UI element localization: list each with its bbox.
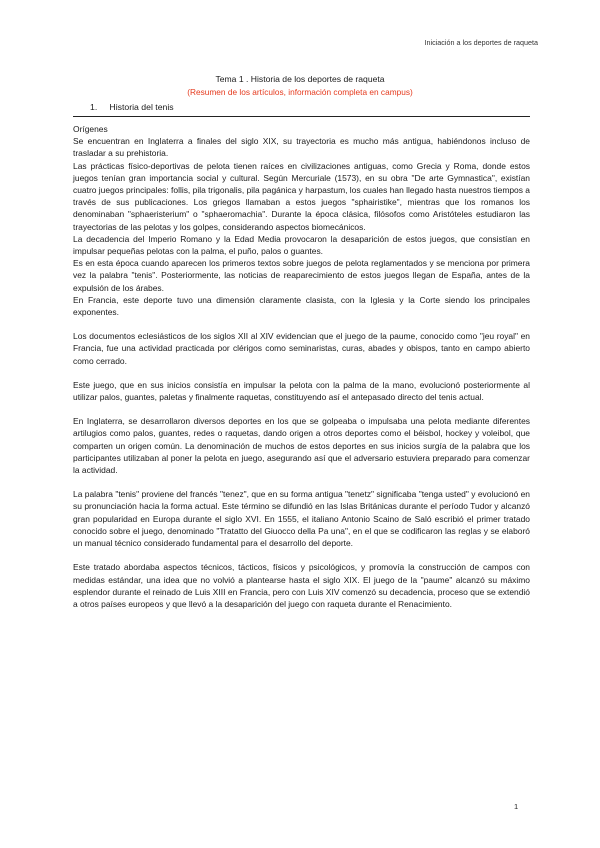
document-subtitle: (Resumen de los artículos, información completa en campus) [187, 87, 413, 97]
paragraph: En Francia, este deporte tuvo una dimensión claramente clasista, con la Iglesia y la Corte siendo los principales exponentes. [73, 294, 530, 318]
body-text [73, 123, 530, 610]
paragraph: En Inglaterra, se desarrollaron diversos deportes en los que se golpeaba o impulsaba una pelota mediante diferentes artilugios como palos, guantes, redes o raquetas, dando origen a otros deportes como el béisbol, hockey y voleibol, que comparten un origen común. La denominación de muchos de estos deportes en sus inicios surgía de la palabra que los participantes utilizaban al poner la pelota en juego, asegurando así que el adversario estuviera preparado para comenzar la actividad. [73, 416, 530, 476]
paragraph: Este tratado abordaba aspectos técnicos, tácticos, físicos y psicológicos, y promovía la construcción de campos con medidas estándar, una idea que no volvió a plantearse hasta el siglo XIX. El juego de la "paume" alcanzó su máximo esplendor durante el reinado de Luis XIII en Francia, pero con Luis XIV comenzó su decadencia, proceso que se extendió a otros países europeos y que llevó a la desaparición del juego con raqueta durante el Renacimiento. [73, 562, 530, 609]
page-number: 1 [514, 802, 519, 811]
document-title: Tema 1 . Historia de los deportes de raqueta [215, 74, 385, 84]
paragraph: Este juego, que en sus inicios consistía en impulsar la pelota con la palma de la mano, evolucionó posteriormente al utilizar palos, guantes, paletas y finalmente raquetas, constituyendo así el antepasado directo del tenis actual. [73, 379, 530, 403]
paragraph: La decadencia del Imperio Romano y la Edad Media provocaron la desaparición de estos juegos, que consistían en impulsar pequeñas pelotas con la palma, el puño, palos o guantes. [73, 233, 530, 257]
section-number: 1. [90, 102, 98, 112]
paragraph: La palabra "tenis" proviene del francés "tenez", que en su forma antigua "tenetz" significaba "tenga usted" y evolucionó en su pronunciación hacia la forma actual. Este término se difundió en las Islas Británicas durante el período Tudor y alcanzó gran popularidad en Europa durante el siglo XVI. En 1555, el italiano Antonio Scaino de Saló escribió el primer tratado conocido sobre el juego, denominado "Tratatto del Giuocco della Pa una", en el que se codificaron las reglas y se elaboró un manual técnico considerado fundamental para el desarrollo del deporte. [73, 489, 530, 549]
paragraph: Se encuentran en Inglaterra a finales del siglo XIX, su trayectoria es mucho más antigua, habiéndonos incluso de trasladar a su prehistoria. [73, 136, 530, 159]
paragraph: Los documentos eclesiásticos de los siglos XII al XIV evidencian que el juego de la paume, conocido como "jeu royal" en Francia, fue una actividad practicada por clérigos como seminaristas, curas, abades y obispos, tanto en campo abierto como cerrado. [73, 331, 530, 366]
subheading-origenes: Orígenes [73, 124, 108, 134]
section-heading [90, 102, 174, 112]
running-header: Iniciación a los deportes de raqueta [424, 38, 538, 47]
section-divider [73, 116, 530, 117]
paragraph: Las prácticas físico-deportivas de pelota tienen raíces en civilizaciones antiguas, como Grecia y Roma, donde estos juegos tenían gran importancia social y cultural. Según Mercuriale (1573), en su obra "De arte Gymnastica", existían cuatro juegos principales: follis, pila trigonalis, pila pagánica y harpastum, los cuales han llegado hasta nuestros tiempos a través de sus publicaciones. Los griegos llamaban a estos juegos "sphairistike", mientras que los romanos los denominaban "sphaeristerium" o "sphaeromachia". Durante la época clásica, filósofos como Aristóteles estudiaron las trayectorias de las pelotas y los golpes, considerando aspectos biomecánicos. [73, 160, 530, 232]
paragraph: Es en esta época cuando aparecen los primeros textos sobre juegos de pelota reglamentados y se menciona por primera vez la palabra "tenis". Posteriormente, las noticias de reaparecimiento de estos juegos llegan de España, antes de la expulsión de los árabes. [73, 258, 530, 293]
section-label: Historia del tenis [109, 102, 174, 112]
